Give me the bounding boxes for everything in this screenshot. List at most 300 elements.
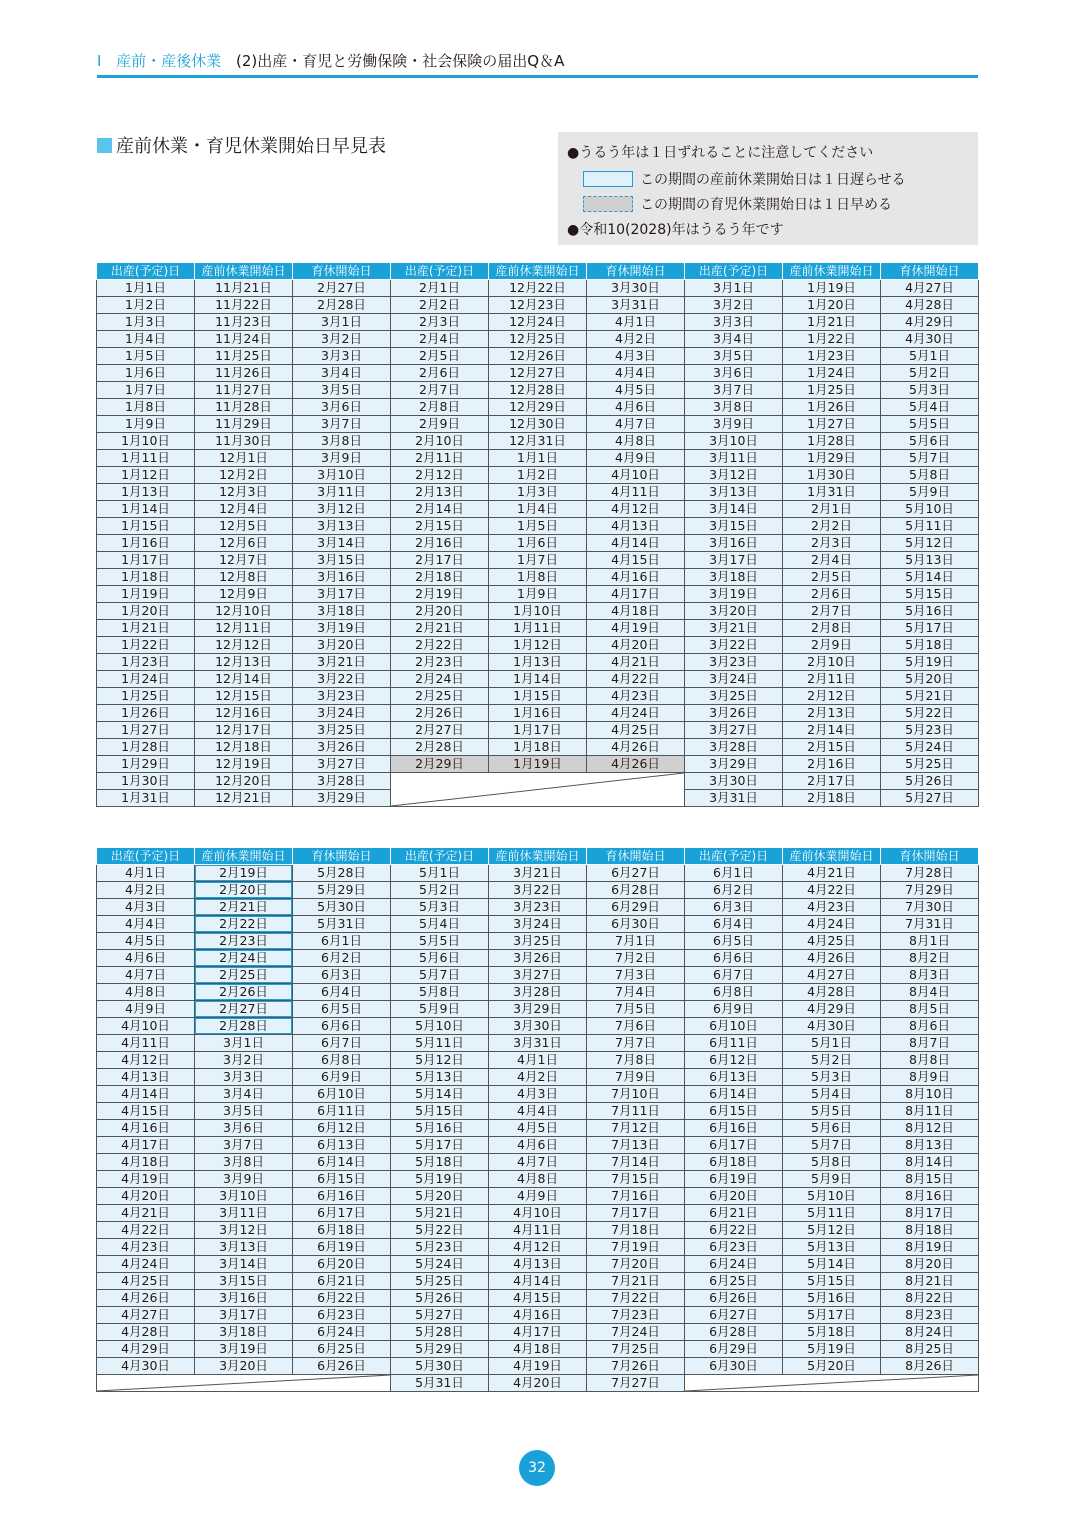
cell-prenatal: 2月18日: [783, 790, 881, 807]
cell-prenatal: 2月14日: [783, 722, 881, 739]
cell-birth: 3月18日: [685, 569, 783, 586]
cell-birth: 4月24日: [97, 1256, 195, 1273]
cell-birth: 4月22日: [97, 1222, 195, 1239]
cell-birth: 4月1日: [97, 865, 195, 882]
cell-childcare: 8月6日: [881, 1018, 979, 1035]
cell-prenatal: 5月18日: [783, 1324, 881, 1341]
cell-birth: 2月6日: [391, 365, 489, 382]
table-row: [97, 433, 979, 450]
table-row: [97, 348, 979, 365]
cell-birth: 4月27日: [97, 1307, 195, 1324]
cell-birth: 2月25日: [391, 688, 489, 705]
cell-prenatal: 12月30日: [489, 416, 587, 433]
cell-birth: 6月24日: [685, 1256, 783, 1273]
cell-childcare: 7月24日: [587, 1324, 685, 1341]
cell-birth: 1月26日: [97, 705, 195, 722]
cell-childcare: 7月1日: [587, 933, 685, 950]
cell-prenatal: 5月12日: [783, 1222, 881, 1239]
cell-childcare: 5月29日: [293, 882, 391, 899]
cell-birth: 3月19日: [685, 586, 783, 603]
cell-prenatal: 3月7日: [195, 1137, 293, 1154]
cell-childcare: 8月21日: [881, 1273, 979, 1290]
cell-childcare: 5月8日: [881, 467, 979, 484]
cell-prenatal: 11月28日: [195, 399, 293, 416]
cell-prenatal: 3月23日: [489, 899, 587, 916]
table-row: [97, 950, 979, 967]
cell-prenatal: 2月6日: [783, 586, 881, 603]
cell-childcare: 3月16日: [293, 569, 391, 586]
cell-childcare: 6月25日: [293, 1341, 391, 1358]
empty-cell: [391, 773, 685, 807]
cell-birth: 4月16日: [97, 1120, 195, 1137]
cell-prenatal: 1月8日: [489, 569, 587, 586]
table-row: [97, 416, 979, 433]
table-row: [97, 1086, 979, 1103]
cell-prenatal: 2月13日: [783, 705, 881, 722]
cell-prenatal: 2月7日: [783, 603, 881, 620]
cell-prenatal: 3月27日: [489, 967, 587, 984]
cell-childcare: 6月15日: [293, 1171, 391, 1188]
cell-birth: 2月20日: [391, 603, 489, 620]
cell-childcare: 6月23日: [293, 1307, 391, 1324]
cell-childcare: 4月8日: [587, 433, 685, 450]
cell-childcare: 6月28日: [587, 882, 685, 899]
cell-birth: 5月1日: [391, 865, 489, 882]
cell-birth: 1月2日: [97, 297, 195, 314]
cell-prenatal: 4月30日: [783, 1018, 881, 1035]
cell-childcare: 7月25日: [587, 1341, 685, 1358]
chapter-title: 産前・産後休業: [116, 52, 222, 70]
cell-birth: 1月7日: [97, 382, 195, 399]
cell-birth: 5月21日: [391, 1205, 489, 1222]
table-row: [97, 654, 979, 671]
legend-note-leap-year: ●うるう年は１日ずれることに注意してください: [567, 145, 874, 161]
cell-birth: 1月27日: [97, 722, 195, 739]
cell-childcare: 5月27日: [881, 790, 979, 807]
cell-birth: 1月24日: [97, 671, 195, 688]
cell-childcare: 7月18日: [587, 1222, 685, 1239]
cell-birth: 1月17日: [97, 552, 195, 569]
cell-childcare: 8月1日: [881, 933, 979, 950]
cell-birth: 5月14日: [391, 1086, 489, 1103]
cell-birth: 5月31日: [391, 1375, 489, 1392]
cell-childcare: 4月26日: [587, 756, 685, 773]
cell-prenatal: 1月23日: [783, 348, 881, 365]
table-row: [97, 1018, 979, 1035]
cell-childcare: 7月12日: [587, 1120, 685, 1137]
cell-birth: 3月8日: [685, 399, 783, 416]
cell-prenatal: 1月21日: [783, 314, 881, 331]
cell-childcare: 7月28日: [881, 865, 979, 882]
cell-childcare: 8月17日: [881, 1205, 979, 1222]
cell-childcare: 7月3日: [587, 967, 685, 984]
cell-birth: 5月6日: [391, 950, 489, 967]
cell-birth: 6月17日: [685, 1137, 783, 1154]
legend-box: [558, 132, 978, 245]
cell-childcare: 3月28日: [293, 773, 391, 790]
cell-prenatal: 3月9日: [195, 1171, 293, 1188]
cell-birth: 6月19日: [685, 1171, 783, 1188]
cell-birth: 3月30日: [685, 773, 783, 790]
cell-childcare: 6月9日: [293, 1069, 391, 1086]
cell-birth: 6月25日: [685, 1273, 783, 1290]
cell-prenatal: 2月21日: [195, 899, 293, 916]
cell-childcare: 4月27日: [881, 280, 979, 297]
cell-childcare: 4月19日: [587, 620, 685, 637]
cell-prenatal: 12月25日: [489, 331, 587, 348]
table-row: [97, 1290, 979, 1307]
cell-prenatal: 5月10日: [783, 1188, 881, 1205]
cell-prenatal: 5月4日: [783, 1086, 881, 1103]
legend-gray-box: [583, 196, 633, 212]
cell-childcare: 7月16日: [587, 1188, 685, 1205]
cell-birth: 3月26日: [685, 705, 783, 722]
cell-prenatal: 3月29日: [489, 1001, 587, 1018]
cell-prenatal: 3月2日: [195, 1052, 293, 1069]
cell-childcare: 3月4日: [293, 365, 391, 382]
table-row: [97, 365, 979, 382]
cell-childcare: 8月14日: [881, 1154, 979, 1171]
column-header: 育休開始日: [293, 848, 391, 865]
cell-childcare: 6月29日: [587, 899, 685, 916]
cell-prenatal: 4月11日: [489, 1222, 587, 1239]
lookup-table-apr-jun: [96, 847, 979, 1392]
cell-birth: 3月27日: [685, 722, 783, 739]
cell-birth: 4月12日: [97, 1052, 195, 1069]
cell-prenatal: 1月6日: [489, 535, 587, 552]
page-header: [97, 50, 978, 76]
cell-birth: 3月3日: [685, 314, 783, 331]
cell-birth: 5月30日: [391, 1358, 489, 1375]
cell-birth: 1月5日: [97, 348, 195, 365]
table-row: [97, 1035, 979, 1052]
cell-birth: 4月23日: [97, 1239, 195, 1256]
column-header: 出産(予定)日: [97, 848, 195, 865]
cell-childcare: 7月31日: [881, 916, 979, 933]
column-header: 産前休業開始日: [195, 263, 293, 280]
column-header: 育休開始日: [881, 848, 979, 865]
cell-birth: 1月28日: [97, 739, 195, 756]
cell-birth: 4月14日: [97, 1086, 195, 1103]
cell-prenatal: 2月28日: [195, 1018, 293, 1035]
cell-birth: 4月13日: [97, 1069, 195, 1086]
cell-birth: 5月28日: [391, 1324, 489, 1341]
cell-prenatal: 2月9日: [783, 637, 881, 654]
cell-childcare: 8月12日: [881, 1120, 979, 1137]
cell-prenatal: 1月17日: [489, 722, 587, 739]
cell-prenatal: 5月5日: [783, 1103, 881, 1120]
cell-childcare: 5月22日: [881, 705, 979, 722]
cell-prenatal: 3月19日: [195, 1341, 293, 1358]
cell-childcare: 4月14日: [587, 535, 685, 552]
cell-prenatal: 2月1日: [783, 501, 881, 518]
table-row: [97, 1358, 979, 1375]
cell-childcare: 3月12日: [293, 501, 391, 518]
cell-birth: 1月11日: [97, 450, 195, 467]
column-header: 出産(予定)日: [391, 263, 489, 280]
cell-childcare: 3月24日: [293, 705, 391, 722]
cell-prenatal: 1月11日: [489, 620, 587, 637]
cell-prenatal: 1月14日: [489, 671, 587, 688]
cell-prenatal: 2月2日: [783, 518, 881, 535]
cell-prenatal: 12月1日: [195, 450, 293, 467]
cell-childcare: 5月28日: [293, 865, 391, 882]
cell-birth: 6月16日: [685, 1120, 783, 1137]
cell-childcare: 5月1日: [881, 348, 979, 365]
cell-prenatal: 5月16日: [783, 1290, 881, 1307]
cell-prenatal: 2月27日: [195, 1001, 293, 1018]
cell-birth: 5月25日: [391, 1273, 489, 1290]
cell-childcare: 8月2日: [881, 950, 979, 967]
cell-prenatal: 3月14日: [195, 1256, 293, 1273]
cell-prenatal: 12月26日: [489, 348, 587, 365]
cell-childcare: 6月21日: [293, 1273, 391, 1290]
cell-prenatal: 2月17日: [783, 773, 881, 790]
cell-childcare: 3月30日: [587, 280, 685, 297]
cell-childcare: 3月10日: [293, 467, 391, 484]
cell-childcare: 6月16日: [293, 1188, 391, 1205]
cell-prenatal: 2月10日: [783, 654, 881, 671]
cell-birth: 4月28日: [97, 1324, 195, 1341]
cell-childcare: 4月7日: [587, 416, 685, 433]
cell-childcare: 5月2日: [881, 365, 979, 382]
cell-childcare: 6月22日: [293, 1290, 391, 1307]
table-row: [97, 620, 979, 637]
cell-childcare: 8月22日: [881, 1290, 979, 1307]
cell-childcare: 5月16日: [881, 603, 979, 620]
cell-prenatal: 1月24日: [783, 365, 881, 382]
cell-childcare: 8月7日: [881, 1035, 979, 1052]
cell-prenatal: 4月1日: [489, 1052, 587, 1069]
cell-prenatal: 4月6日: [489, 1137, 587, 1154]
cell-prenatal: 4月22日: [783, 882, 881, 899]
cell-birth: 6月18日: [685, 1154, 783, 1171]
cell-prenatal: 11月23日: [195, 314, 293, 331]
cell-prenatal: 2月11日: [783, 671, 881, 688]
cell-childcare: 4月12日: [587, 501, 685, 518]
cell-childcare: 6月2日: [293, 950, 391, 967]
cell-prenatal: 12月10日: [195, 603, 293, 620]
column-header: 産前休業開始日: [489, 263, 587, 280]
cell-childcare: 7月19日: [587, 1239, 685, 1256]
cell-birth: 3月10日: [685, 433, 783, 450]
cell-childcare: 4月4日: [587, 365, 685, 382]
cell-prenatal: 4月17日: [489, 1324, 587, 1341]
table-row: [97, 1001, 979, 1018]
cell-childcare: 4月9日: [587, 450, 685, 467]
cell-birth: 3月25日: [685, 688, 783, 705]
cell-childcare: 8月24日: [881, 1324, 979, 1341]
cell-childcare: 8月9日: [881, 1069, 979, 1086]
cell-childcare: 6月19日: [293, 1239, 391, 1256]
cell-birth: 2月21日: [391, 620, 489, 637]
table-row: [97, 671, 979, 688]
cell-birth: 5月3日: [391, 899, 489, 916]
table-row: [97, 501, 979, 518]
cell-prenatal: 2月24日: [195, 950, 293, 967]
cell-birth: 6月11日: [685, 1035, 783, 1052]
cell-childcare: 5月18日: [881, 637, 979, 654]
cell-childcare: 7月27日: [587, 1375, 685, 1392]
cell-childcare: 8月13日: [881, 1137, 979, 1154]
cell-birth: 6月21日: [685, 1205, 783, 1222]
cell-childcare: 7月23日: [587, 1307, 685, 1324]
cell-prenatal: 4月10日: [489, 1205, 587, 1222]
cell-prenatal: 3月31日: [489, 1035, 587, 1052]
cell-childcare: 4月10日: [587, 467, 685, 484]
cell-prenatal: 11月24日: [195, 331, 293, 348]
cell-prenatal: 4月24日: [783, 916, 881, 933]
cell-prenatal: 2月23日: [195, 933, 293, 950]
cell-birth: 1月3日: [97, 314, 195, 331]
cell-birth: 6月13日: [685, 1069, 783, 1086]
cell-birth: 2月22日: [391, 637, 489, 654]
cell-prenatal: 2月22日: [195, 916, 293, 933]
cell-birth: 5月7日: [391, 967, 489, 984]
cell-prenatal: 12月15日: [195, 688, 293, 705]
cell-birth: 3月23日: [685, 654, 783, 671]
cell-childcare: 8月10日: [881, 1086, 979, 1103]
cell-prenatal: 2月20日: [195, 882, 293, 899]
table-row: [97, 297, 979, 314]
cell-childcare: 4月3日: [587, 348, 685, 365]
cell-childcare: 5月11日: [881, 518, 979, 535]
cell-prenatal: 3月16日: [195, 1290, 293, 1307]
cell-prenatal: 11月26日: [195, 365, 293, 382]
cell-prenatal: 2月25日: [195, 967, 293, 984]
cell-prenatal: 4月25日: [783, 933, 881, 950]
table-row: [97, 331, 979, 348]
table-row: [97, 773, 979, 790]
cell-prenatal: 1月22日: [783, 331, 881, 348]
table-row: [97, 552, 979, 569]
cell-childcare: 3月7日: [293, 416, 391, 433]
cell-childcare: 2月27日: [293, 280, 391, 297]
cell-birth: 2月16日: [391, 535, 489, 552]
cell-birth: 1月4日: [97, 331, 195, 348]
cell-prenatal: 3月11日: [195, 1205, 293, 1222]
cell-childcare: 8月23日: [881, 1307, 979, 1324]
cell-prenatal: 1月3日: [489, 484, 587, 501]
cell-prenatal: 1月15日: [489, 688, 587, 705]
cell-birth: 2月23日: [391, 654, 489, 671]
cell-birth: 1月9日: [97, 416, 195, 433]
cell-birth: 3月12日: [685, 467, 783, 484]
cell-childcare: 7月8日: [587, 1052, 685, 1069]
cell-birth: 2月28日: [391, 739, 489, 756]
cell-birth: 4月3日: [97, 899, 195, 916]
cell-prenatal: 2月5日: [783, 569, 881, 586]
cell-childcare: 3月6日: [293, 399, 391, 416]
cell-birth: 1月23日: [97, 654, 195, 671]
cell-birth: 4月29日: [97, 1341, 195, 1358]
cell-prenatal: 5月14日: [783, 1256, 881, 1273]
cell-childcare: 3月13日: [293, 518, 391, 535]
cell-prenatal: 12月4日: [195, 501, 293, 518]
cell-birth: 5月16日: [391, 1120, 489, 1137]
cell-childcare: 5月12日: [881, 535, 979, 552]
cell-childcare: 7月22日: [587, 1290, 685, 1307]
cell-birth: 5月8日: [391, 984, 489, 1001]
table-header-row: [97, 848, 979, 865]
table-row: [97, 637, 979, 654]
cell-childcare: 8月20日: [881, 1256, 979, 1273]
cell-prenatal: 5月3日: [783, 1069, 881, 1086]
cell-childcare: 8月11日: [881, 1103, 979, 1120]
cell-prenatal: 2月4日: [783, 552, 881, 569]
cell-birth: 3月14日: [685, 501, 783, 518]
cell-birth: 1月15日: [97, 518, 195, 535]
cell-prenatal: 12月24日: [489, 314, 587, 331]
cell-childcare: 3月20日: [293, 637, 391, 654]
cell-prenatal: 3月13日: [195, 1239, 293, 1256]
cell-birth: 6月7日: [685, 967, 783, 984]
cell-prenatal: 4月20日: [489, 1375, 587, 1392]
cell-prenatal: 1月27日: [783, 416, 881, 433]
table-row: [97, 382, 979, 399]
cell-birth: 4月2日: [97, 882, 195, 899]
cell-prenatal: 4月28日: [783, 984, 881, 1001]
table-row: [97, 569, 979, 586]
cell-birth: 1月20日: [97, 603, 195, 620]
cell-childcare: 3月21日: [293, 654, 391, 671]
cell-childcare: 4月6日: [587, 399, 685, 416]
cell-childcare: 3月14日: [293, 535, 391, 552]
cell-prenatal: 11月27日: [195, 382, 293, 399]
cell-childcare: 8月25日: [881, 1341, 979, 1358]
cell-birth: 6月5日: [685, 933, 783, 950]
cell-childcare: 3月25日: [293, 722, 391, 739]
cell-birth: 6月2日: [685, 882, 783, 899]
cell-birth: 2月10日: [391, 433, 489, 450]
cell-childcare: 4月2日: [587, 331, 685, 348]
table-row: [97, 1154, 979, 1171]
cell-prenatal: 12月9日: [195, 586, 293, 603]
cell-childcare: 5月20日: [881, 671, 979, 688]
cell-childcare: 2月28日: [293, 297, 391, 314]
cell-prenatal: 3月22日: [489, 882, 587, 899]
cell-birth: 5月24日: [391, 1256, 489, 1273]
page-number: 32: [519, 1450, 555, 1486]
column-header: 出産(予定)日: [97, 263, 195, 280]
cell-childcare: 7月26日: [587, 1358, 685, 1375]
cell-childcare: 7月7日: [587, 1035, 685, 1052]
cell-birth: 3月2日: [685, 297, 783, 314]
header-rule: [97, 75, 978, 78]
cell-prenatal: 3月25日: [489, 933, 587, 950]
cell-childcare: 6月6日: [293, 1018, 391, 1035]
cell-prenatal: 12月27日: [489, 365, 587, 382]
cell-childcare: 4月29日: [881, 314, 979, 331]
table-row: [97, 1256, 979, 1273]
cell-childcare: 8月4日: [881, 984, 979, 1001]
cell-childcare: 7月13日: [587, 1137, 685, 1154]
cell-birth: 4月4日: [97, 916, 195, 933]
cell-childcare: 5月3日: [881, 382, 979, 399]
cell-childcare: 3月2日: [293, 331, 391, 348]
cell-childcare: 5月17日: [881, 620, 979, 637]
table-row: [97, 450, 979, 467]
cell-birth: 5月29日: [391, 1341, 489, 1358]
cell-childcare: 6月7日: [293, 1035, 391, 1052]
table-row: [97, 756, 979, 773]
cell-birth: 3月13日: [685, 484, 783, 501]
cell-childcare: 3月3日: [293, 348, 391, 365]
cell-birth: 4月26日: [97, 1290, 195, 1307]
cell-childcare: 3月5日: [293, 382, 391, 399]
cell-childcare: 7月14日: [587, 1154, 685, 1171]
cell-birth: 4月17日: [97, 1137, 195, 1154]
